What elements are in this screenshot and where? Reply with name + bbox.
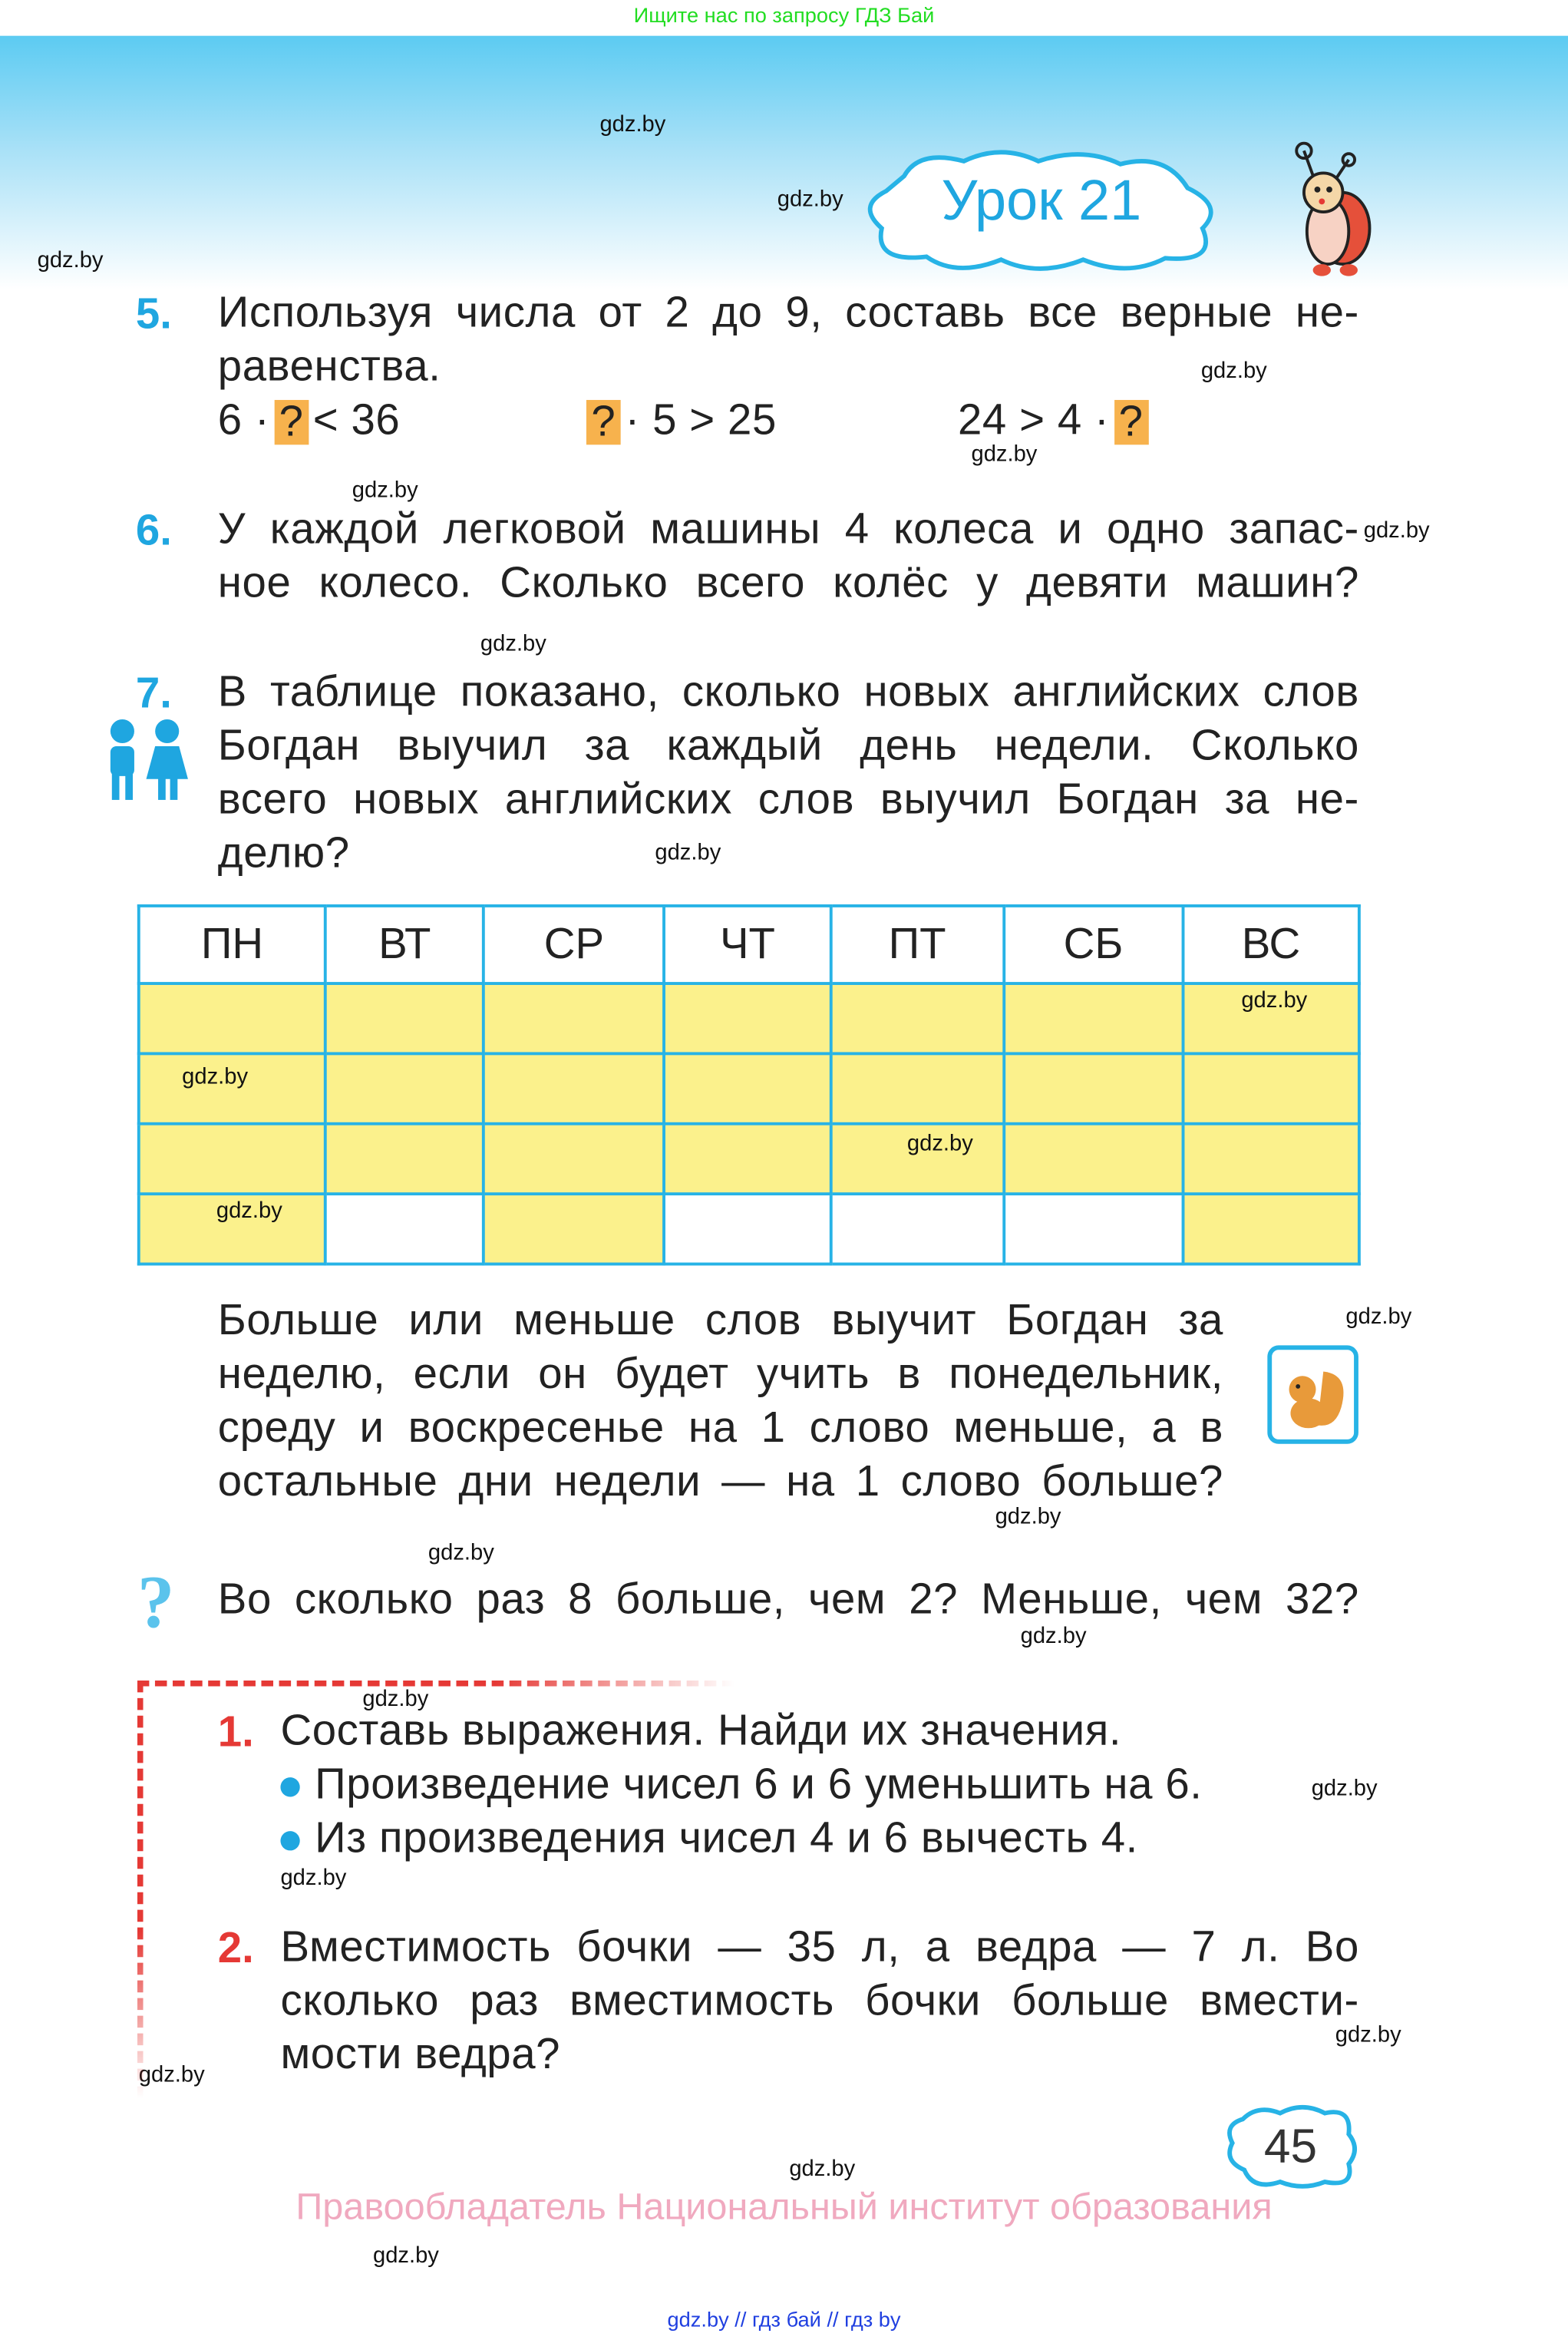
watermark: gdz.by bbox=[1311, 1776, 1378, 1802]
squirrel-icon bbox=[1266, 1344, 1359, 1444]
bullet-item: Произведение чисел 6 и 6 уменьшить на 6. bbox=[280, 1758, 1202, 1812]
inequality-3: 24 > 4 · ? bbox=[958, 394, 1153, 448]
watermark: gdz.by bbox=[1345, 1304, 1412, 1330]
watermark: gdz.by bbox=[182, 1064, 249, 1090]
copyright-text: Правообладатель Национальный институт образования bbox=[295, 2186, 1273, 2229]
bullet-icon bbox=[280, 1777, 299, 1796]
question-mark-icon bbox=[131, 1561, 191, 1638]
words-table bbox=[137, 904, 1361, 1265]
homework-text: сколько раз вместимость бочки больше вмести- bbox=[280, 1977, 1359, 2025]
watermark: gdz.by bbox=[971, 441, 1038, 468]
watermark: gdz.by bbox=[995, 1504, 1061, 1530]
ladybug-icon bbox=[1271, 142, 1375, 279]
watermark: gdz.by bbox=[138, 2062, 205, 2088]
task-text: неделю, если он будет учить в понедельник, bbox=[217, 1350, 1223, 1399]
top-note[interactable]: Ищите нас по запросу ГДЗ Бай bbox=[633, 2, 935, 27]
watermark: gdz.by bbox=[1363, 517, 1430, 544]
day-header: ВТ bbox=[325, 906, 484, 983]
table-row bbox=[139, 1194, 1359, 1264]
unknown-box: ? bbox=[274, 401, 309, 445]
question-text: Во сколько раз 8 больше, чем 2? Меньше, чем 32? bbox=[217, 1575, 1359, 1624]
day-header: ПН bbox=[139, 906, 325, 983]
task-text: У каждой легковой машины 4 колеса и одно запас- bbox=[217, 505, 1359, 554]
inequality-1: 6 · ? < 36 bbox=[217, 397, 401, 447]
day-header: ВС bbox=[1183, 906, 1359, 983]
task-number: 7. bbox=[135, 669, 172, 719]
watermark: gdz.by bbox=[777, 186, 843, 213]
watermark: gdz.by bbox=[1200, 358, 1267, 384]
task-text: ное колесо. Сколько всего колёс у девяти машин? bbox=[217, 559, 1359, 608]
watermark: gdz.by bbox=[480, 631, 546, 657]
watermark: gdz.by bbox=[1020, 1623, 1087, 1650]
unknown-box: ? bbox=[586, 401, 621, 445]
day-header: СР bbox=[484, 906, 664, 983]
day-header: ПТ bbox=[830, 906, 1003, 983]
bullet-item: Из произведения чисел 4 и 6 вычесть 4. bbox=[280, 1812, 1137, 1866]
task-text: среду и воскресенье на 1 слово меньше, а в bbox=[217, 1404, 1223, 1453]
table-row bbox=[139, 983, 1359, 1053]
homework-text: Вместимость бочки — 35 л, а ведра — 7 л. Во bbox=[280, 1923, 1359, 1971]
inequality-2: ? · 5 > 25 bbox=[582, 394, 777, 448]
task-text: Больше или меньше слов выучит Богдан за bbox=[217, 1297, 1223, 1345]
homework-text: мости ведра? bbox=[280, 2031, 561, 2079]
watermark: gdz.by bbox=[427, 1540, 494, 1566]
watermark: gdz.by bbox=[352, 478, 418, 504]
homework-frame bbox=[137, 1681, 734, 1687]
pair-work-icon bbox=[98, 716, 193, 806]
homework-frame bbox=[137, 1681, 144, 2098]
watermark: gdz.by bbox=[655, 840, 721, 866]
task-text: Богдан выучил за каждый день недели. Сколько bbox=[217, 722, 1359, 771]
watermark: gdz.by bbox=[362, 1686, 429, 1712]
watermark: gdz.by bbox=[1335, 2021, 1401, 2048]
watermark: gdz.by bbox=[1241, 987, 1308, 1013]
task-text: равенства. bbox=[217, 343, 441, 392]
day-header: СБ bbox=[1004, 906, 1183, 983]
task-number: 6. bbox=[135, 507, 172, 556]
watermark: gdz.by bbox=[372, 2242, 439, 2269]
task-number: 5. bbox=[135, 291, 172, 339]
homework-text: Составь выражения. Найди их значения. bbox=[280, 1707, 1122, 1756]
task-text: всего новых английских слов выучил Богдан за не- bbox=[217, 775, 1359, 825]
unknown-box: ? bbox=[1114, 401, 1148, 445]
watermark: gdz.by bbox=[280, 1865, 347, 1891]
task-text: В таблице показано, сколько новых английских слов bbox=[217, 668, 1359, 717]
watermark: gdz.by bbox=[37, 247, 104, 273]
watermark: gdz.by bbox=[216, 1198, 282, 1224]
watermark: gdz.by bbox=[789, 2156, 856, 2182]
homework-number: 2. bbox=[217, 1925, 254, 1973]
task-text: Используя числа от 2 до 9, составь все верные не- bbox=[217, 289, 1359, 338]
watermark: gdz.by bbox=[906, 1131, 973, 1157]
table-row bbox=[139, 1124, 1359, 1194]
watermark: gdz.by bbox=[599, 111, 666, 137]
homework-number: 1. bbox=[217, 1708, 254, 1757]
task-text: остальные дни недели — на 1 слово больше? bbox=[217, 1458, 1223, 1506]
table-row bbox=[139, 1053, 1359, 1123]
svg-text:?: ? bbox=[137, 1561, 175, 1639]
page-number: 45 bbox=[1263, 2119, 1318, 2173]
footer-links[interactable]: gdz.by // гдз бай // гдз by bbox=[667, 2307, 901, 2332]
day-header: ЧТ bbox=[664, 906, 830, 983]
task-text: делю? bbox=[217, 829, 350, 878]
bullet-icon bbox=[280, 1831, 299, 1850]
lesson-title: Урок 21 bbox=[941, 170, 1142, 233]
